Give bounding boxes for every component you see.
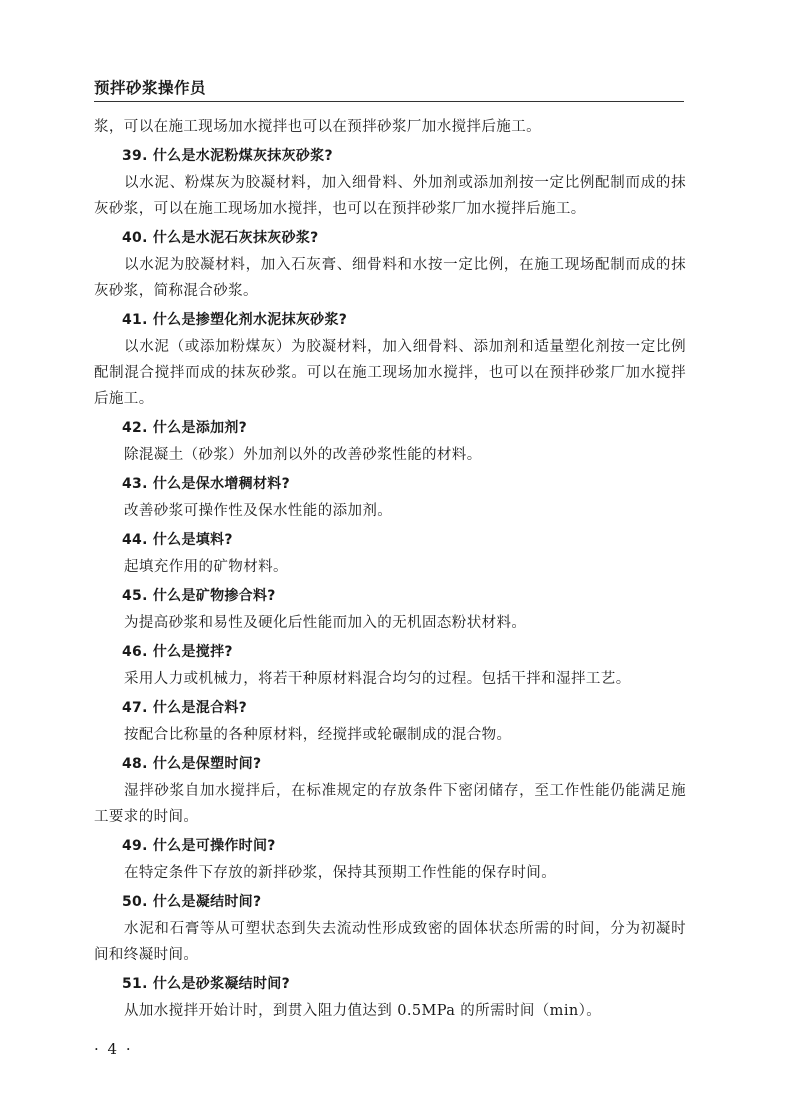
question-answer: 以水泥为胶凝材料，加入石灰膏、细骨料和水按一定比例，在施工现场配制而成的抹灰砂浆，简称混合砂浆。 [94,257,686,299]
question-heading: 40. 什么是水泥石灰抹灰砂浆? [122,230,319,246]
question-answer: 以水泥（或添加粉煤灰）为胶凝材料，加入细骨料、添加剂和适量塑化剂按一定比例配制混合搅拌而成的抹灰砂浆。可以在施工现场加水搅拌，也可以在预拌砂浆厂加水搅拌后施工。 [94,339,686,407]
question-heading: 41. 什么是掺塑化剂水泥抹灰砂浆? [122,312,348,328]
question-43 [94,470,686,524]
question-answer: 为提高砂浆和易性及硬化后性能而加入的无机固态粉状材料。 [124,615,527,631]
question-heading: 45. 什么是矿物掺合料? [122,588,276,604]
running-header: 预拌砂浆操作员 [94,79,207,97]
question-answer: 湿拌砂浆自加水搅拌后，在标准规定的存放条件下密闭储存，至工作性能仍能满足施工要求的时间。 [94,783,686,825]
question-answer: 从加水搅拌开始计时，到贯入阻力值达到 0.5MPa 的所需时间（min）。 [124,1003,602,1019]
question-39 [94,142,686,222]
page-number: · 4 · [94,1040,133,1058]
question-heading: 44. 什么是填料? [122,532,233,548]
question-heading: 46. 什么是搅拌? [122,644,233,660]
question-40 [94,224,686,304]
header-divider [94,101,684,102]
question-answer: 改善砂浆可操作性及保水性能的添加剂。 [124,503,393,519]
page-body [94,114,686,1024]
question-49 [94,832,686,886]
question-answer: 以水泥、粉煤灰为胶凝材料，加入细骨料、外加剂或添加剂按一定比例配制而成的抹灰砂浆，可以在施工现场加水搅拌，也可以在预拌砂浆厂加水搅拌后施工。 [94,175,686,217]
question-heading: 48. 什么是保塑时间? [122,756,262,772]
question-heading: 39. 什么是水泥粉煤灰抹灰砂浆? [122,148,333,164]
question-41 [94,306,686,412]
question-heading: 47. 什么是混合料? [122,700,248,716]
question-answer: 水泥和石膏等从可塑状态到失去流动性形成致密的固体状态所需的时间，分为初凝时间和终凝时间。 [94,921,686,963]
question-answer: 按配合比称量的各种原材料，经搅拌或轮碾制成的混合物。 [124,727,512,743]
question-45 [94,582,686,636]
question-answer: 起填充作用的矿物材料。 [124,559,288,575]
question-51 [94,970,686,1024]
question-44 [94,526,686,580]
question-48 [94,750,686,830]
continued-paragraph: 浆，可以在施工现场加水搅拌也可以在预拌砂浆厂加水搅拌后施工。 [94,119,541,135]
question-47 [94,694,686,748]
question-heading: 43. 什么是保水增稠材料? [122,476,290,492]
question-heading: 51. 什么是砂浆凝结时间? [122,976,290,992]
question-50 [94,888,686,968]
question-heading: 49. 什么是可操作时间? [122,838,276,854]
question-heading: 42. 什么是添加剂? [122,420,248,436]
question-42 [94,414,686,468]
question-answer: 在特定条件下存放的新拌砂浆，保持其预期工作性能的保存时间。 [124,865,557,881]
question-answer: 除混凝土（砂浆）外加剂以外的改善砂浆性能的材料。 [124,447,482,463]
question-heading: 50. 什么是凝结时间? [122,894,262,910]
question-46 [94,638,686,692]
question-answer: 采用人力或机械力，将若干种原材料混合均匀的过程。包括干拌和湿拌工艺。 [124,671,631,687]
